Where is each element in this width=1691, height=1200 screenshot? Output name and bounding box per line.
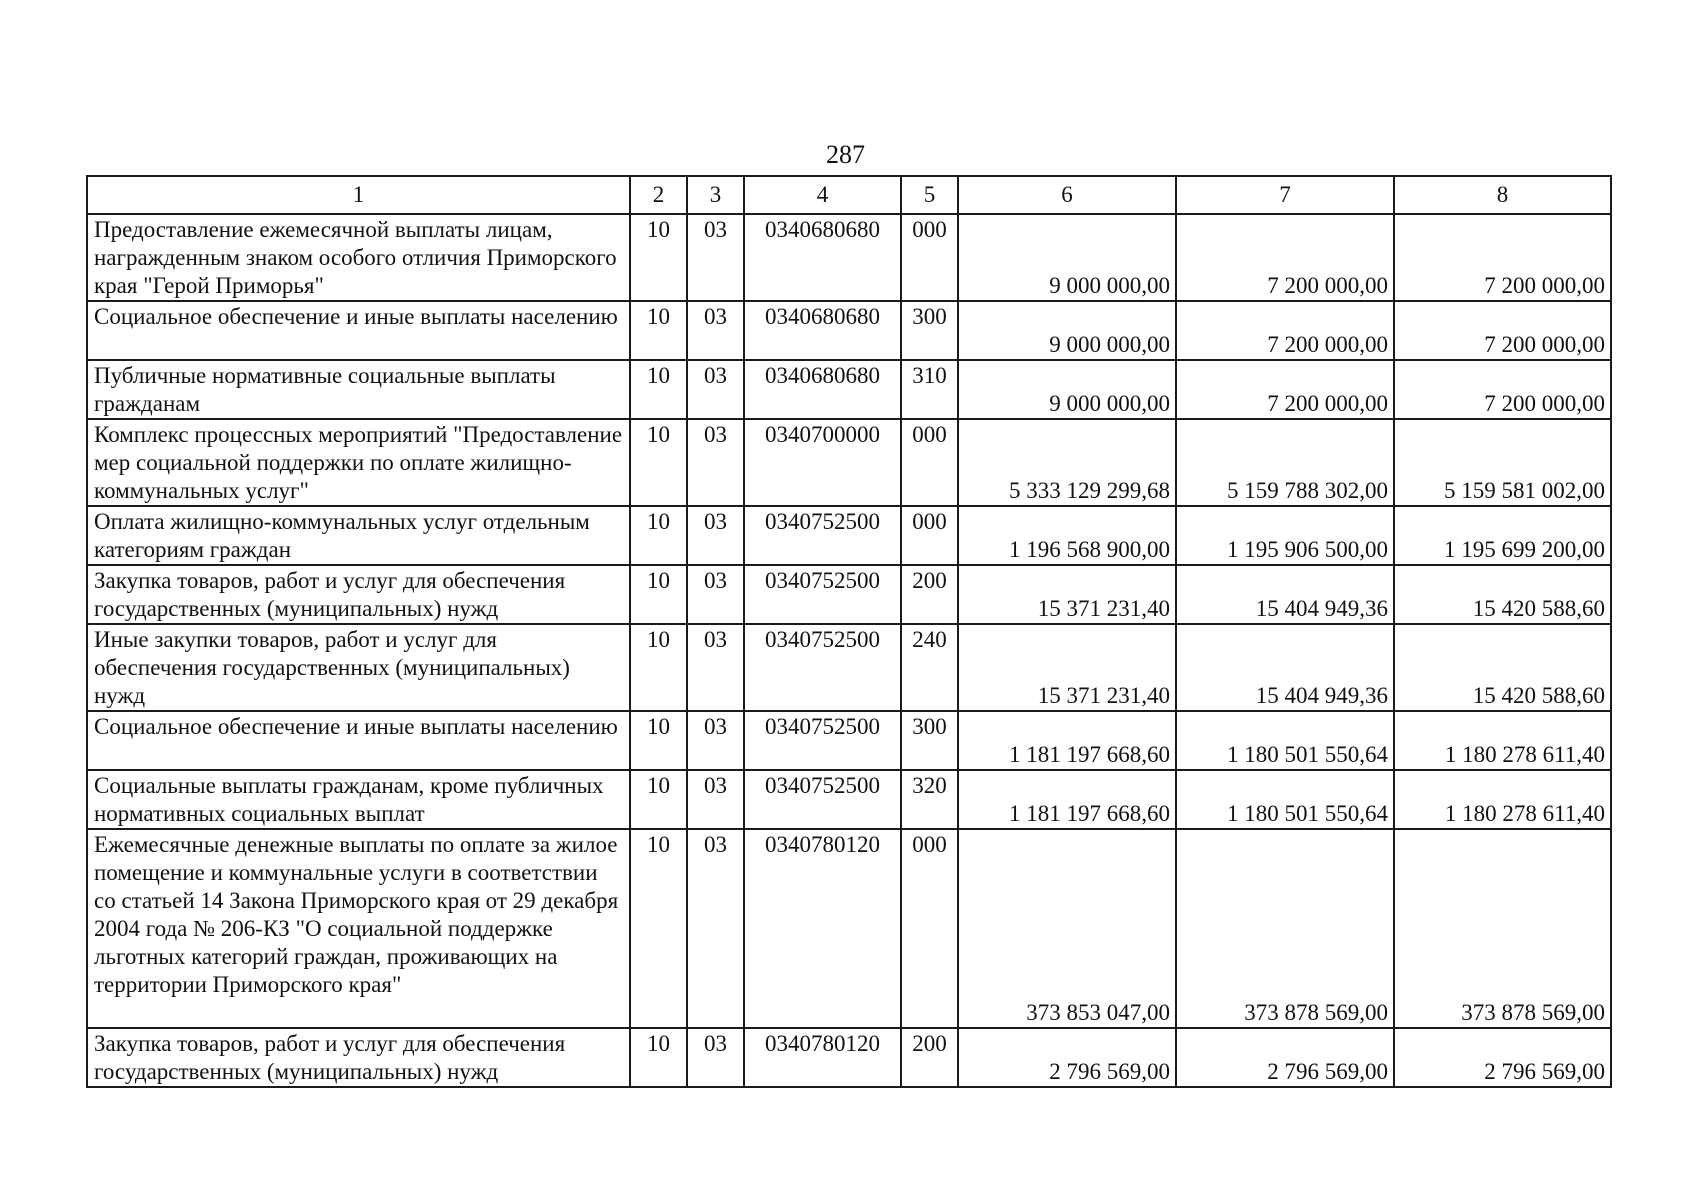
section-code: 10: [630, 360, 687, 419]
expense-type-code: 300: [901, 711, 958, 770]
table-row: [87, 301, 1611, 360]
subsection-code: 03: [687, 214, 744, 301]
amount-col-6: 1 196 568 900,00: [958, 506, 1176, 565]
target-item-code: 0340780120: [744, 1028, 901, 1087]
amount-col-6: 1 181 197 668,60: [958, 711, 1176, 770]
amount-col-7: 1 180 501 550,64: [1176, 711, 1394, 770]
subsection-code: 03: [687, 565, 744, 624]
section-code: 10: [630, 565, 687, 624]
expense-type-code: 000: [901, 419, 958, 506]
amount-col-7: 2 796 569,00: [1176, 1028, 1394, 1087]
expense-name: Социальное обеспечение и иные выплаты населению: [87, 711, 630, 770]
column-header: 5: [901, 176, 958, 214]
column-header: 2: [630, 176, 687, 214]
column-header: 8: [1394, 176, 1611, 214]
column-header: 7: [1176, 176, 1394, 214]
amount-col-7: 1 195 906 500,00: [1176, 506, 1394, 565]
amount-col-7: 7 200 000,00: [1176, 214, 1394, 301]
expense-type-code: 000: [901, 214, 958, 301]
target-item-code: 0340752500: [744, 624, 901, 711]
amount-col-6: 9 000 000,00: [958, 360, 1176, 419]
expense-type-code: 000: [901, 829, 958, 1028]
table-row: [87, 624, 1611, 711]
amount-col-8: 7 200 000,00: [1394, 214, 1611, 301]
expense-name: Ежемесячные денежные выплаты по оплате за жилое помещение и коммунальные услуги в соответствии со статьей 14 Закона Приморского края от 29 декабря 2004 года № 206-КЗ "О социальной поддержке льготных категорий граждан, проживающих на территории Приморского края": [87, 829, 630, 1028]
section-code: 10: [630, 419, 687, 506]
expense-name: Иные закупки товаров, работ и услуг для обеспечения государственных (муниципальных) нужд: [87, 624, 630, 711]
target-item-code: 0340752500: [744, 770, 901, 829]
expense-type-code: 300: [901, 301, 958, 360]
table-row: [87, 1028, 1611, 1087]
table-row: [87, 214, 1611, 301]
section-code: 10: [630, 301, 687, 360]
amount-col-6: 9 000 000,00: [958, 214, 1176, 301]
amount-col-7: 7 200 000,00: [1176, 301, 1394, 360]
amount-col-7: 7 200 000,00: [1176, 360, 1394, 419]
subsection-code: 03: [687, 829, 744, 1028]
section-code: 10: [630, 624, 687, 711]
expense-name: Закупка товаров, работ и услуг для обеспечения государственных (муниципальных) нужд: [87, 565, 630, 624]
table-row: [87, 770, 1611, 829]
amount-col-8: 5 159 581 002,00: [1394, 419, 1611, 506]
amount-col-7: 15 404 949,36: [1176, 624, 1394, 711]
subsection-code: 03: [687, 360, 744, 419]
subsection-code: 03: [687, 506, 744, 565]
table-row: [87, 565, 1611, 624]
amount-col-7: 5 159 788 302,00: [1176, 419, 1394, 506]
subsection-code: 03: [687, 711, 744, 770]
amount-col-6: 2 796 569,00: [958, 1028, 1176, 1087]
amount-col-8: 15 420 588,60: [1394, 624, 1611, 711]
subsection-code: 03: [687, 419, 744, 506]
table-row: [87, 506, 1611, 565]
column-header: 6: [958, 176, 1176, 214]
expense-name: Закупка товаров, работ и услуг для обеспечения государственных (муниципальных) нужд: [87, 1028, 630, 1087]
column-header: 1: [87, 176, 630, 214]
amount-col-6: 1 181 197 668,60: [958, 770, 1176, 829]
table-row: [87, 711, 1611, 770]
amount-col-8: 1 180 278 611,40: [1394, 711, 1611, 770]
target-item-code: 0340680680: [744, 360, 901, 419]
table-row: [87, 829, 1611, 1028]
section-code: 10: [630, 829, 687, 1028]
expense-name: Оплата жилищно-коммунальных услуг отдельным категориям граждан: [87, 506, 630, 565]
expense-type-code: 240: [901, 624, 958, 711]
expense-name: Социальные выплаты гражданам, кроме публичных нормативных социальных выплат: [87, 770, 630, 829]
expense-type-code: 200: [901, 1028, 958, 1087]
amount-col-8: 1 180 278 611,40: [1394, 770, 1611, 829]
expense-name: Предоставление ежемесячной выплаты лицам, награжденным знаком особого отличия Приморского края "Герой Приморья": [87, 214, 630, 301]
amount-col-8: 2 796 569,00: [1394, 1028, 1611, 1087]
table-row: [87, 419, 1611, 506]
budget-table: [86, 175, 1612, 1088]
amount-col-8: 15 420 588,60: [1394, 565, 1611, 624]
amount-col-6: 5 333 129 299,68: [958, 419, 1176, 506]
expense-type-code: 200: [901, 565, 958, 624]
amount-col-8: 373 878 569,00: [1394, 829, 1611, 1028]
amount-col-6: 9 000 000,00: [958, 301, 1176, 360]
expense-name: Комплекс процессных мероприятий "Предоставление мер социальной поддержки по оплате жилищно-коммунальных услуг": [87, 419, 630, 506]
target-item-code: 0340752500: [744, 565, 901, 624]
expense-type-code: 000: [901, 506, 958, 565]
section-code: 10: [630, 711, 687, 770]
expense-type-code: 310: [901, 360, 958, 419]
target-item-code: 0340752500: [744, 711, 901, 770]
target-item-code: 0340700000: [744, 419, 901, 506]
amount-col-7: 373 878 569,00: [1176, 829, 1394, 1028]
subsection-code: 03: [687, 624, 744, 711]
amount-col-6: 373 853 047,00: [958, 829, 1176, 1028]
target-item-code: 0340780120: [744, 829, 901, 1028]
target-item-code: 0340680680: [744, 214, 901, 301]
expense-type-code: 320: [901, 770, 958, 829]
amount-col-8: 7 200 000,00: [1394, 301, 1611, 360]
expense-name: Публичные нормативные социальные выплаты гражданам: [87, 360, 630, 419]
subsection-code: 03: [687, 770, 744, 829]
table-row: [87, 360, 1611, 419]
amount-col-7: 1 180 501 550,64: [1176, 770, 1394, 829]
section-code: 10: [630, 214, 687, 301]
section-code: 10: [630, 506, 687, 565]
section-code: 10: [630, 770, 687, 829]
amount-col-6: 15 371 231,40: [958, 624, 1176, 711]
subsection-code: 03: [687, 1028, 744, 1087]
expense-name: Социальное обеспечение и иные выплаты населению: [87, 301, 630, 360]
amount-col-8: 1 195 699 200,00: [1394, 506, 1611, 565]
subsection-code: 03: [687, 301, 744, 360]
page-number: 287: [826, 140, 865, 169]
target-item-code: 0340752500: [744, 506, 901, 565]
amount-col-8: 7 200 000,00: [1394, 360, 1611, 419]
column-number-row: [87, 176, 1611, 214]
section-code: 10: [630, 1028, 687, 1087]
column-header: 4: [744, 176, 901, 214]
amount-col-6: 15 371 231,40: [958, 565, 1176, 624]
column-header: 3: [687, 176, 744, 214]
amount-col-7: 15 404 949,36: [1176, 565, 1394, 624]
target-item-code: 0340680680: [744, 301, 901, 360]
